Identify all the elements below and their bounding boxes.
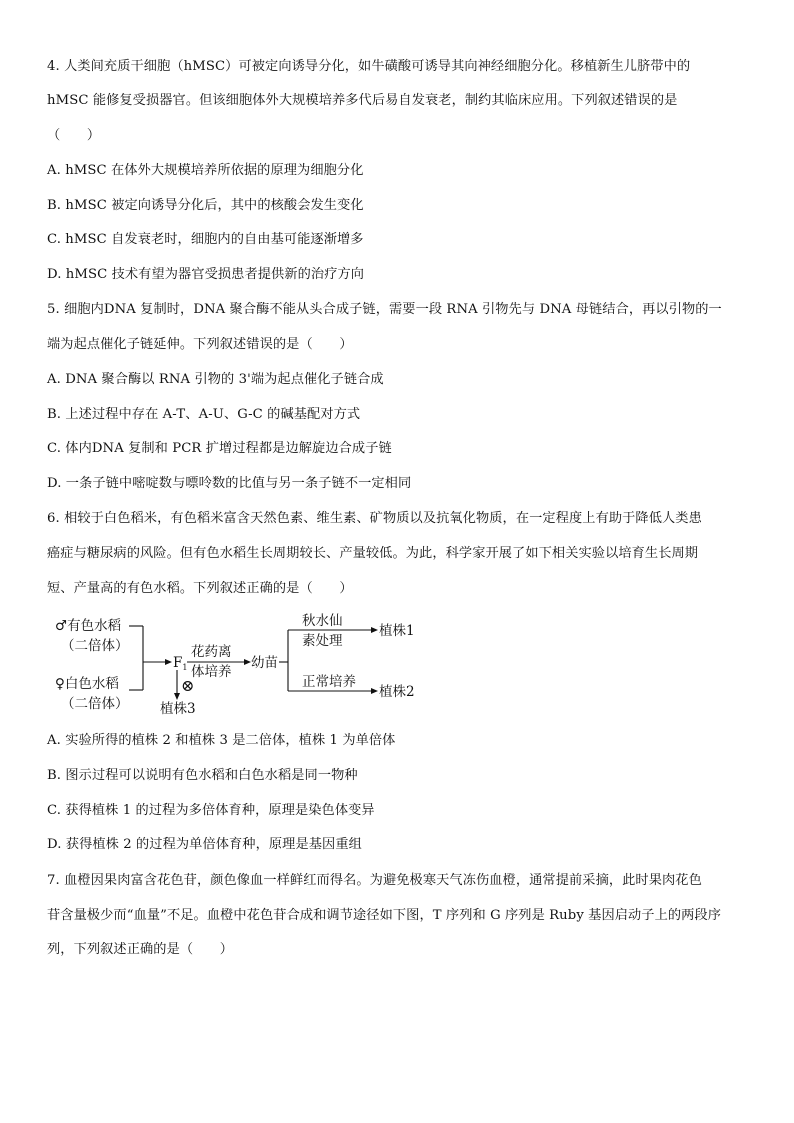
q5-option-c: C. 体内DNA 复制和 PCR 扩增过程都是边解旋边合成子链 [47, 441, 392, 456]
q6-stem-line2: 癌症与糖尿病的风险。但有色水稻生长周期较长、产量较低。为此，科学家开展了如下相关实验以培育生长周期 [47, 546, 699, 561]
colchicine-arrowhead [371, 627, 378, 633]
q5-stem-line1: 5. 细胞内DNA 复制时，DNA 聚合酶不能从头合成子链，需要一段 RNA 引物先与 DNA 母链结合，再以引物的一 [47, 302, 722, 317]
q4-option-a: A. hMSC 在体外大规模培养所依据的原理为细胞分化 [47, 163, 364, 178]
q5-option-d: D. 一条子链中嘧啶数与嘌呤数的比值与另一条子链不一定相同 [47, 476, 412, 491]
colchicine-label-line2: 素处理 [302, 633, 343, 649]
q7-stem-line1: 7. 血橙因果肉富含花色苷，颜色像血一样鲜红而得名。为避免极寒天气冻伤血橙，通常提前采摘，此时果肉花色 [47, 873, 702, 888]
plant2-label: 植株2 [379, 684, 415, 700]
q6-stem-line3: 短、产量高的有色水稻。下列叙述正确的是（ ） [47, 581, 353, 596]
q7-stem-line3: 列，下列叙述正确的是（ ） [47, 942, 234, 957]
female-parent-label: ♀白色水稻 [55, 676, 119, 692]
breeding-flow-diagram [47, 612, 427, 720]
cross-arrowhead [165, 659, 172, 665]
q5-stem-line2: 端为起点催化子链延伸。下列叙述错误的是（ ） [47, 337, 353, 352]
plant3-label: 植株3 [160, 701, 196, 717]
q6-option-b: B. 图示过程可以说明有色水稻和白色水稻是同一物种 [47, 768, 358, 783]
q6-option-a: A. 实验所得的植株 2 和植株 3 是二倍体，植株 1 为单倍体 [47, 733, 396, 748]
q4-stem-line2: hMSC 能修复受损器官。但该细胞体外大规模培养多代后易自发衰老，制约其临床应用。下列叙述错误的是 [47, 93, 678, 108]
q5-option-b: B. 上述过程中存在 A-T、A-U、G-C 的碱基配对方式 [47, 407, 361, 422]
male-ploidy-label: （二倍体） [61, 638, 129, 654]
q7-stem-line2: 苷含量极少而“血量”不足。血橙中花色苷合成和调节途径如下图，T 序列和 G 序列是 Ruby 基因启动子上的两段序 [47, 908, 722, 923]
normal-culture-label: 正常培养 [302, 674, 356, 690]
selfing-arrowhead [174, 693, 180, 700]
q4-answer-bracket: （ ） [47, 128, 101, 143]
female-ploidy-label: （二倍体） [61, 696, 129, 712]
q4-option-d: D. hMSC 技术有望为器官受损患者提供新的治疗方向 [47, 267, 365, 282]
anther-culture-label-line1: 花药离 [191, 644, 232, 660]
q4-option-b: B. hMSC 被定向诱导分化后，其中的核酸会发生变化 [47, 198, 364, 213]
anther-culture-label-line2: 体培养 [191, 664, 232, 680]
seedling-label: 幼苗 [251, 655, 278, 671]
q4-stem-line1: 4. 人类间充质干细胞（hMSC）可被定向诱导分化，如牛磺酸可诱导其向神经细胞分化。移植新生儿脐带中的 [47, 59, 691, 74]
q5-option-a: A. DNA 聚合酶以 RNA 引物的 3'端为起点催化子链合成 [47, 372, 384, 387]
normal-culture-arrowhead [371, 688, 378, 694]
male-parent-label: ♂有色水稻 [55, 618, 122, 634]
q4-option-c: C. hMSC 自发衰老时，细胞内的自由基可能逐渐增多 [47, 232, 364, 247]
q6-stem-line1: 6. 相较于白色稻米，有色稻米富含天然色素、维生素、矿物质以及抗氧化物质，在一定程度上有助于降低人类患 [47, 511, 702, 526]
q6-option-d: D. 获得植株 2 的过程为单倍体育种，原理是基因重组 [47, 837, 362, 852]
f1-label: $F_1$ [173, 655, 188, 672]
plant1-label: 植株1 [379, 623, 415, 639]
q6-option-c: C. 获得植株 1 的过程为多倍体育种，原理是染色体变异 [47, 803, 375, 818]
anther-culture-arrowhead [244, 659, 251, 665]
selfing-symbol: ⊗ [181, 676, 195, 695]
colchicine-label-line1: 秋水仙 [302, 613, 343, 629]
